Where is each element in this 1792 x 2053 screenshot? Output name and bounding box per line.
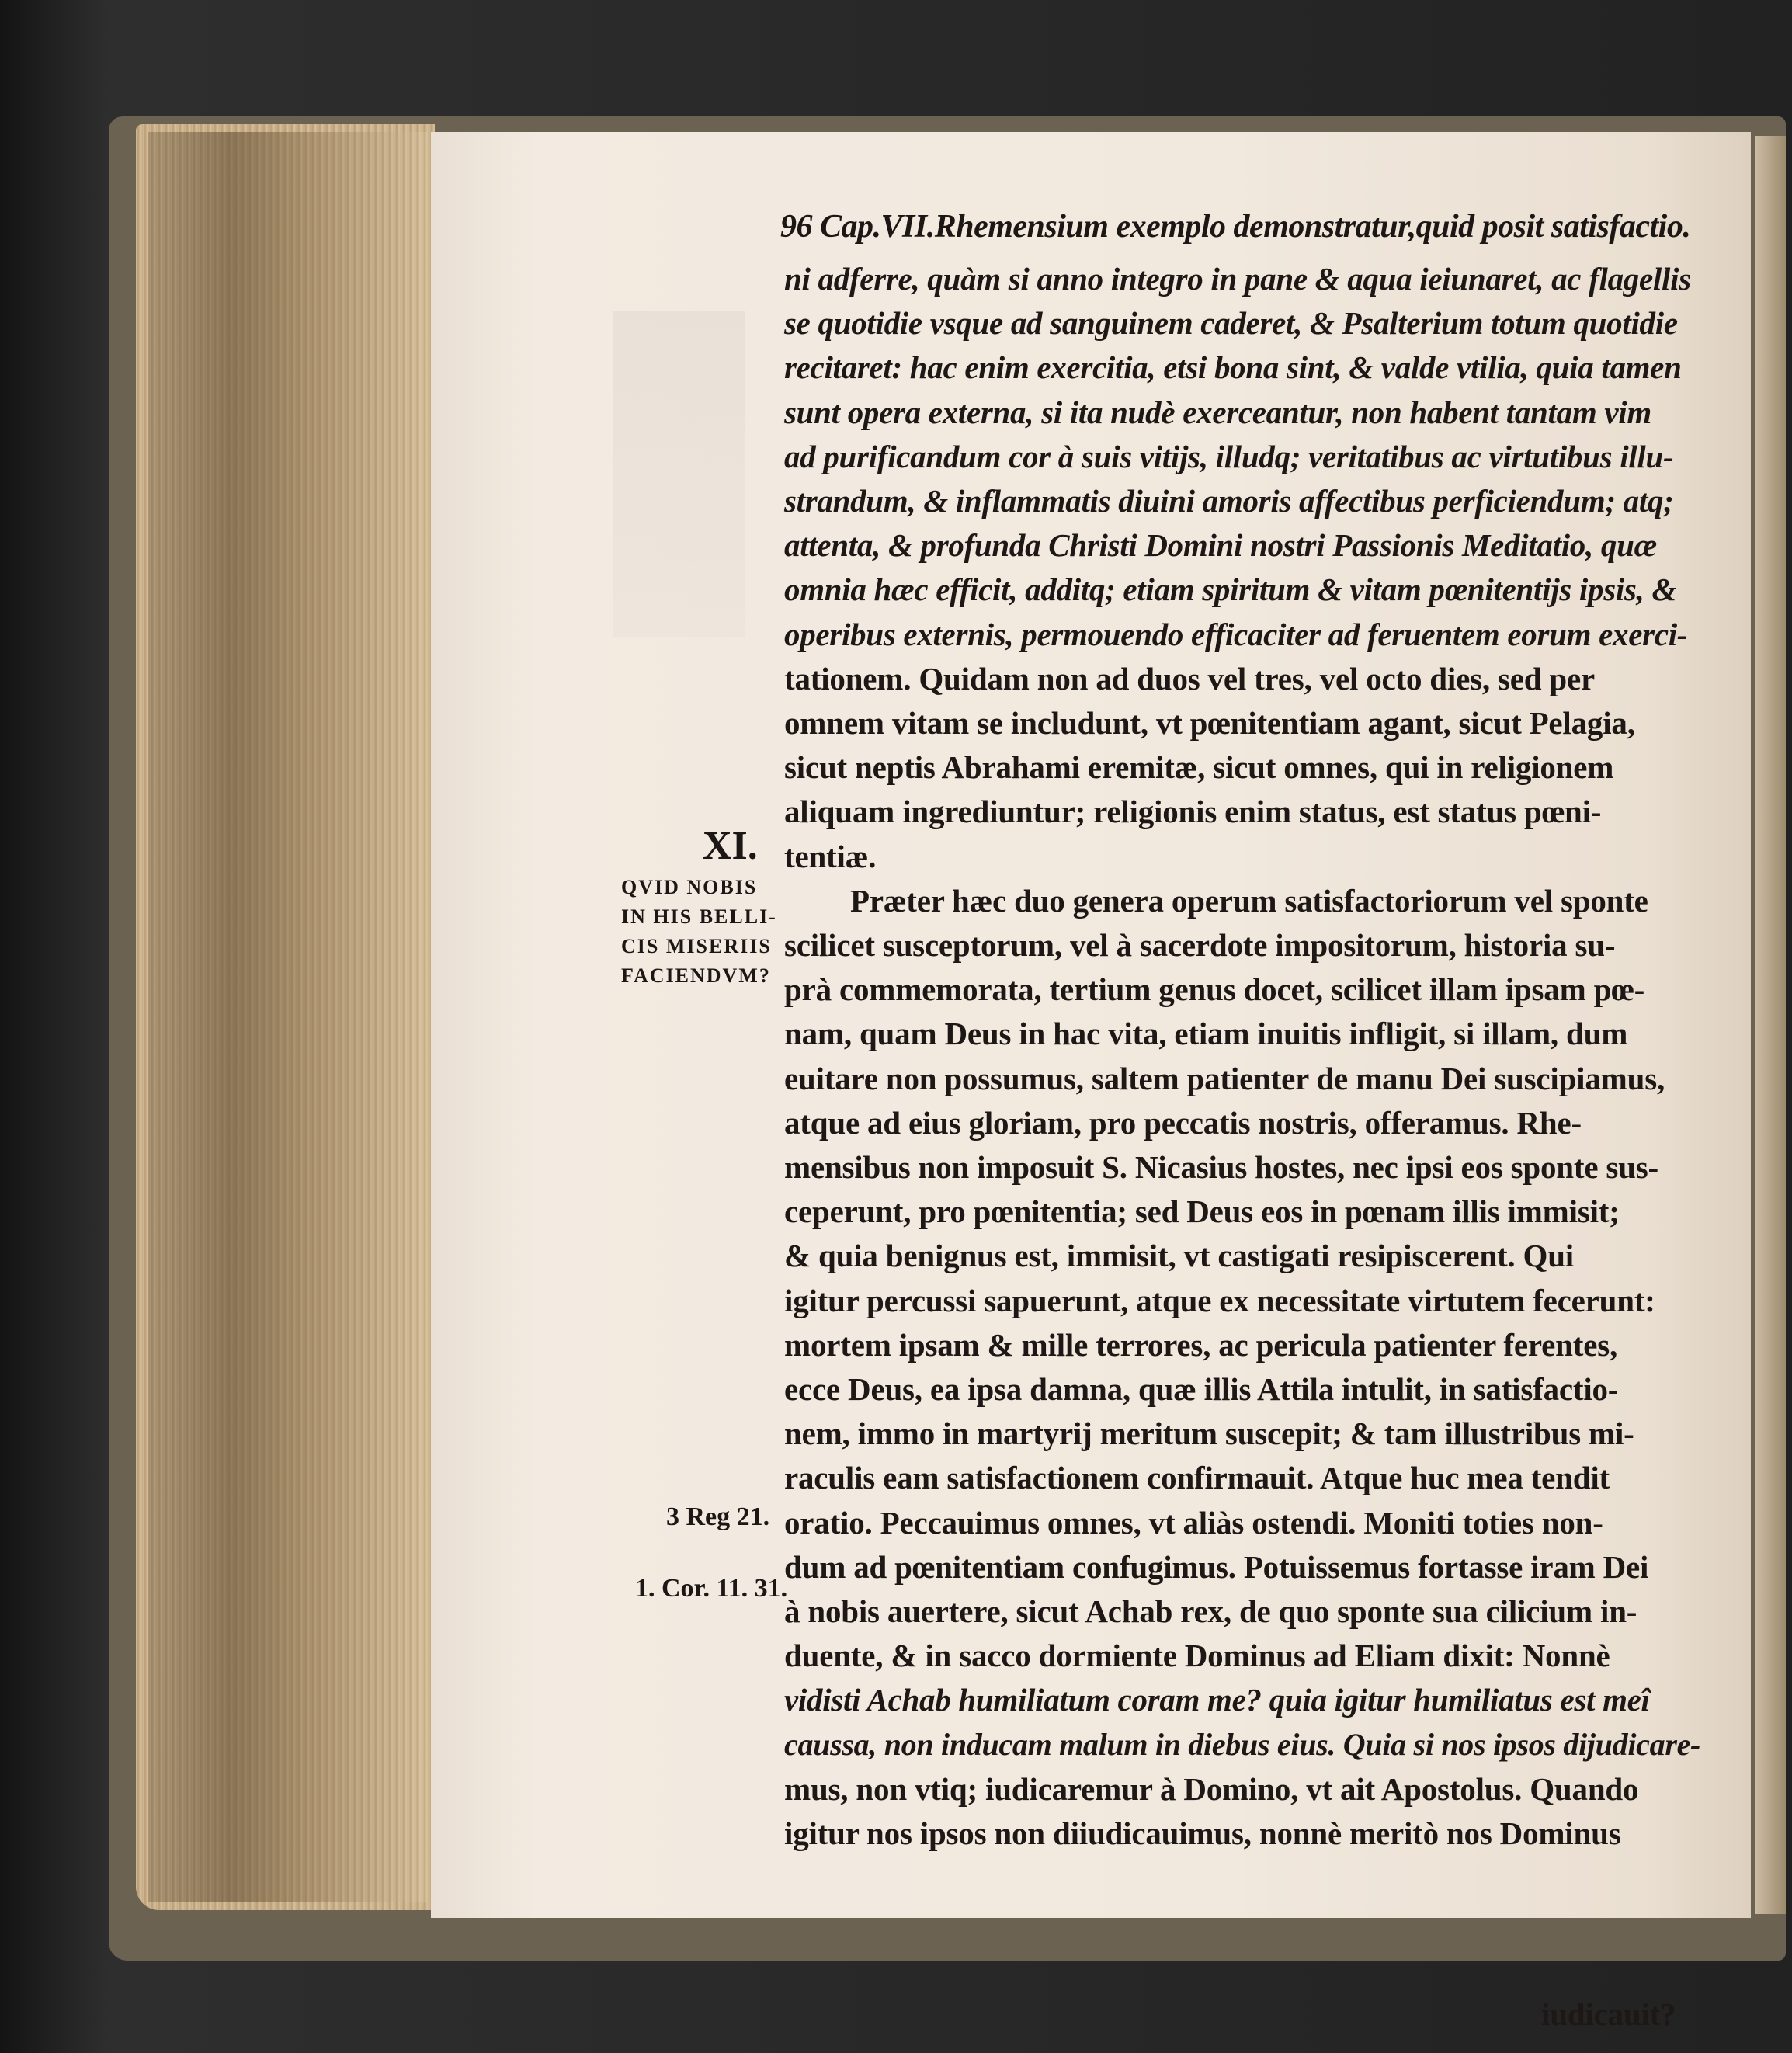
text-line: ecce Deus, ea ipsa damna, quæ illis Attila intulit, in satisfactio- (784, 1371, 1619, 1407)
text-line: se quotidie vsque ad sanguinem caderet, & Psalterium totum quotidie (784, 305, 1678, 342)
text-line: attenta, & profunda Christi Domini nostri Passionis Meditatio, quæ (784, 527, 1657, 564)
fore-edge-shading (148, 132, 427, 1902)
margin-section-number: XI. (703, 824, 758, 868)
margin-note-line: QVID NOBIS (621, 876, 758, 898)
text-line: igitur nos ipsos non diiudicauimus, nonnè meritò nos Dominus (784, 1815, 1621, 1851)
text-line: ad purificandum cor à suis vitijs, illudq; veritatibus ac virtutibus illu- (784, 438, 1674, 474)
text-line: raculis eam satisfactionem confirmauit. Atque huc mea tendit (784, 1460, 1610, 1496)
margin-ref-kings: 3 Reg 21. (666, 1502, 770, 1531)
text-line: sunt opera externa, si ita nudè exerceantur, non habent tantam vim (784, 394, 1651, 430)
text-line: omnia hæc efficit, additq; etiam spiritum & vitam pœnitentijs ipsis, & (784, 571, 1677, 608)
catchword: iudicauit? (1541, 1996, 1676, 2032)
text-line: nam, quam Deus in hac vita, etiam inuitis infligit, si illam, dum (784, 1016, 1628, 1052)
text-line: mus, non vtiq; iudicaremur à Domino, vt ait Apostolus. Quando (784, 1770, 1639, 1807)
text-line: igitur percussi sapuerunt, atque ex necessitate virtutem fecerunt: (784, 1282, 1655, 1318)
text-line: tationem. Quidam non ad duos vel tres, vel octo dies, sed per (784, 660, 1595, 696)
text-line: aliquam ingrediuntur; religionis enim status, est status pœni- (784, 794, 1602, 830)
text-line: Præter hæc duo genera operum satisfactoriorum vel sponte (850, 882, 1648, 919)
text-line: caussa, non inducam malum in diebus eius. Quia si nos ipsos dijudicare- (784, 1726, 1701, 1762)
margin-ref-corinthians: 1. Cor. 11. 31. (635, 1574, 788, 1603)
text-line: scilicet susceptorum, vel à sacerdote impositorum, historia su- (784, 927, 1616, 963)
running-head: 96 Cap.VII.Rhemensium exemplo demonstratur,quid posit satisfactio. (780, 209, 1691, 245)
margin-note-line: FACIENDVM? (621, 964, 771, 987)
text-line: mensibus non imposuit S. Nicasius hostes, nec ipsi eos sponte sus- (784, 1149, 1658, 1185)
text-line: tentiæ. (784, 838, 877, 874)
text-line: duente, & in sacco dormiente Dominus ad Eliam dixit: Nonnè (784, 1638, 1610, 1674)
text-line: nem, immo in martyrij meritum suscepit; & tam illustribus mi- (784, 1416, 1634, 1452)
text-line: mortem ipsam & mille terrores, ac pericula patienter ferentes, (784, 1326, 1617, 1363)
text-line: operibus externis, permouendo efficaciter ad feruentem eorum exerci- (784, 616, 1688, 652)
text-line: prà commemorata, tertium genus docet, scilicet illam ipsam pœ- (784, 971, 1645, 1008)
margin-note-line: IN HIS BELLI- (621, 905, 777, 928)
text-line: euitare non possumus, saltem patienter de manu Dei suscipiamus, (784, 1060, 1665, 1096)
text-line: sicut neptis Abrahami eremitæ, sicut omnes, qui in religionem (784, 749, 1614, 786)
text-line: atque ad eius gloriam, pro peccatis nostris, offeramus. Rhe- (784, 1104, 1582, 1141)
text-line: vidisti Achab humiliatum coram me? quia igitur humiliatus est meî (784, 1682, 1650, 1718)
text-line: recitaret: hac enim exercitia, etsi bona sint, & valde vtilia, quia tamen (784, 349, 1682, 386)
text-line: omnem vitam se includunt, vt pœnitentiam agant, sicut Pelagia, (784, 705, 1635, 741)
text-line: & quia benignus est, immisit, vt castigati resipiscerent. Qui (784, 1238, 1574, 1274)
text-line: à nobis auertere, sicut Achab rex, de quo sponte sua cilicium in- (784, 1593, 1637, 1629)
gutter-edge (1755, 136, 1786, 1914)
text-line: strandum, & inflammatis diuini amoris affectibus perficiendum; atq; (784, 483, 1674, 519)
text-line: ni adferre, quàm si anno integro in pane & aqua ieiunaret, ac flagellis (784, 261, 1691, 297)
text-line: oratio. Peccauimus omnes, vt aliàs ostendi. Moniti toties non- (784, 1504, 1603, 1541)
margin-note-line: CIS MISERIIS (621, 935, 772, 957)
text-line: ceperunt, pro pœnitentia; sed Deus eos in pœnam illis immisit; (784, 1193, 1620, 1230)
show-through-smudge (613, 311, 745, 637)
text-line: dum ad pœnitentiam confugimus. Potuissemus fortasse iram Dei (784, 1548, 1649, 1585)
